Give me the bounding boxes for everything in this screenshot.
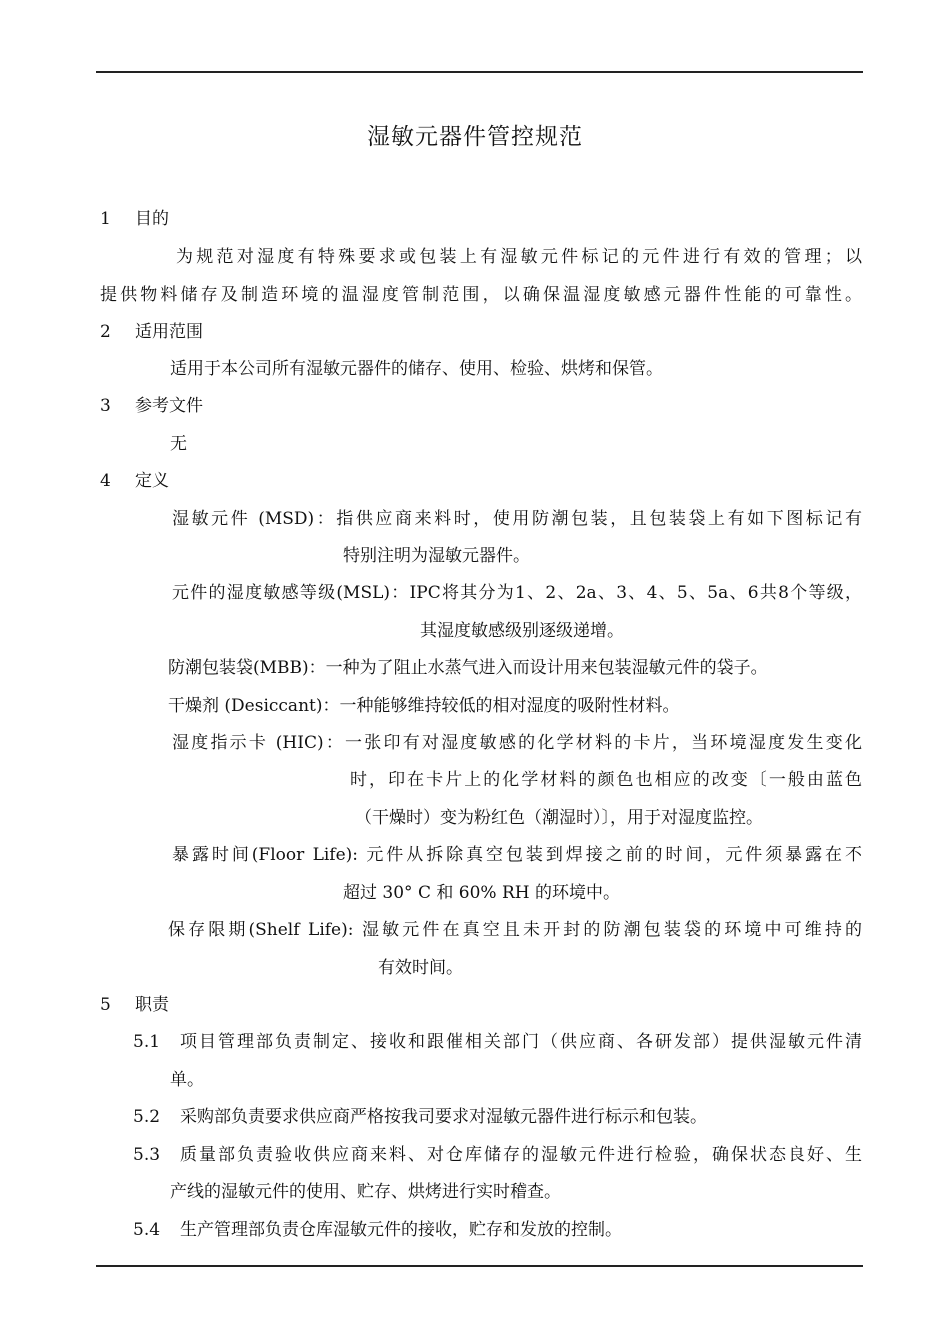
duty-line: 产线的湿敏元件的使用、贮存、烘烤进行实时稽查。 [170, 1182, 561, 1202]
duty-line: 生产管理部负责仓库湿敏元件的接收，贮存和发放的控制。 [180, 1220, 622, 1240]
section-heading: 适用范围 [135, 322, 203, 342]
paragraph-line: 提供物料储存及制造环境的温湿度管制范围，以确保温湿度敏感元器件性能的可靠性。 [100, 285, 862, 305]
definition-line: （干燥时）变为粉红色（潮湿时）〕，用于对湿度监控。 [355, 808, 763, 828]
paragraph-line: 为规范对湿度有特殊要求或包装上有湿敏元件标记的元件进行有效的管理；以 [176, 247, 862, 267]
section-heading: 职责 [135, 995, 169, 1015]
definition-line: 其湿度敏感级别逐级递增。 [420, 621, 624, 641]
definition-line: 特别注明为湿敏元器件。 [343, 546, 530, 566]
duty-number: 5.2 [133, 1107, 161, 1127]
section-number: 5 [100, 995, 111, 1015]
duty-number: 5.3 [133, 1145, 161, 1165]
paragraph-line: 无 [170, 434, 187, 454]
definition-line: 湿敏元件 (MSD)：指供应商来料时，使用防潮包装，且包装袋上有如下图标记有 [172, 509, 862, 529]
definition-line: 保存限期(Shelf Life): 湿敏元件在真空且未开封的防潮包装袋的环境中可维持的 [168, 920, 862, 940]
duty-number: 5.4 [133, 1220, 161, 1240]
section-number: 2 [100, 322, 111, 342]
duty-line: 质量部负责验收供应商来料、对仓库储存的湿敏元件进行检验，确保状态良好、生 [180, 1145, 862, 1165]
duty-line: 采购部负责要求供应商严格按我司要求对湿敏元器件进行标示和包装。 [180, 1107, 707, 1127]
section-heading: 参考文件 [135, 396, 203, 416]
footer-rule [96, 1265, 863, 1267]
definition-line: 有效时间。 [378, 958, 463, 978]
section-number: 4 [100, 471, 111, 491]
definition-line: 超过 30° C 和 60% RH 的环境中。 [343, 883, 620, 903]
document-title: 湿敏元器件管控规范 [367, 124, 583, 150]
section-heading: 定义 [135, 471, 169, 491]
header-rule [96, 71, 863, 73]
definition-line: 元件的湿度敏感等级(MSL)：IPC将其分为1、2、2a、3、4、5、5a、6共8个等级， [172, 583, 862, 603]
duty-number: 5.1 [133, 1032, 161, 1052]
definition-line: 时，印在卡片上的化学材料的颜色也相应的改变〔一般由蓝色 [350, 770, 862, 790]
definition-line: 防潮包装袋(MBB)：一种为了阻止水蒸气进入而设计用来包装湿敏元件的袋子。 [168, 658, 768, 678]
duty-line: 单。 [170, 1070, 204, 1090]
definition-line: 暴露时间(Floor Life): 元件从拆除真空包装到焊接之前的时间，元件须暴露在不 [172, 845, 862, 865]
section-number: 1 [100, 209, 111, 229]
definition-line: 湿度指示卡 (HIC)：一张印有对湿度敏感的化学材料的卡片，当环境湿度发生变化 [172, 733, 862, 753]
section-heading: 目的 [135, 209, 169, 229]
section-number: 3 [100, 396, 111, 416]
duty-line: 项目管理部负责制定、接收和跟催相关部门（供应商、各研发部）提供湿敏元件清 [180, 1032, 862, 1052]
paragraph-line: 适用于本公司所有湿敏元器件的储存、使用、检验、烘烤和保管。 [170, 359, 663, 379]
definition-line: 干燥剂 (Desiccant)：一种能够维持较低的相对湿度的吸附性材料。 [168, 696, 680, 716]
